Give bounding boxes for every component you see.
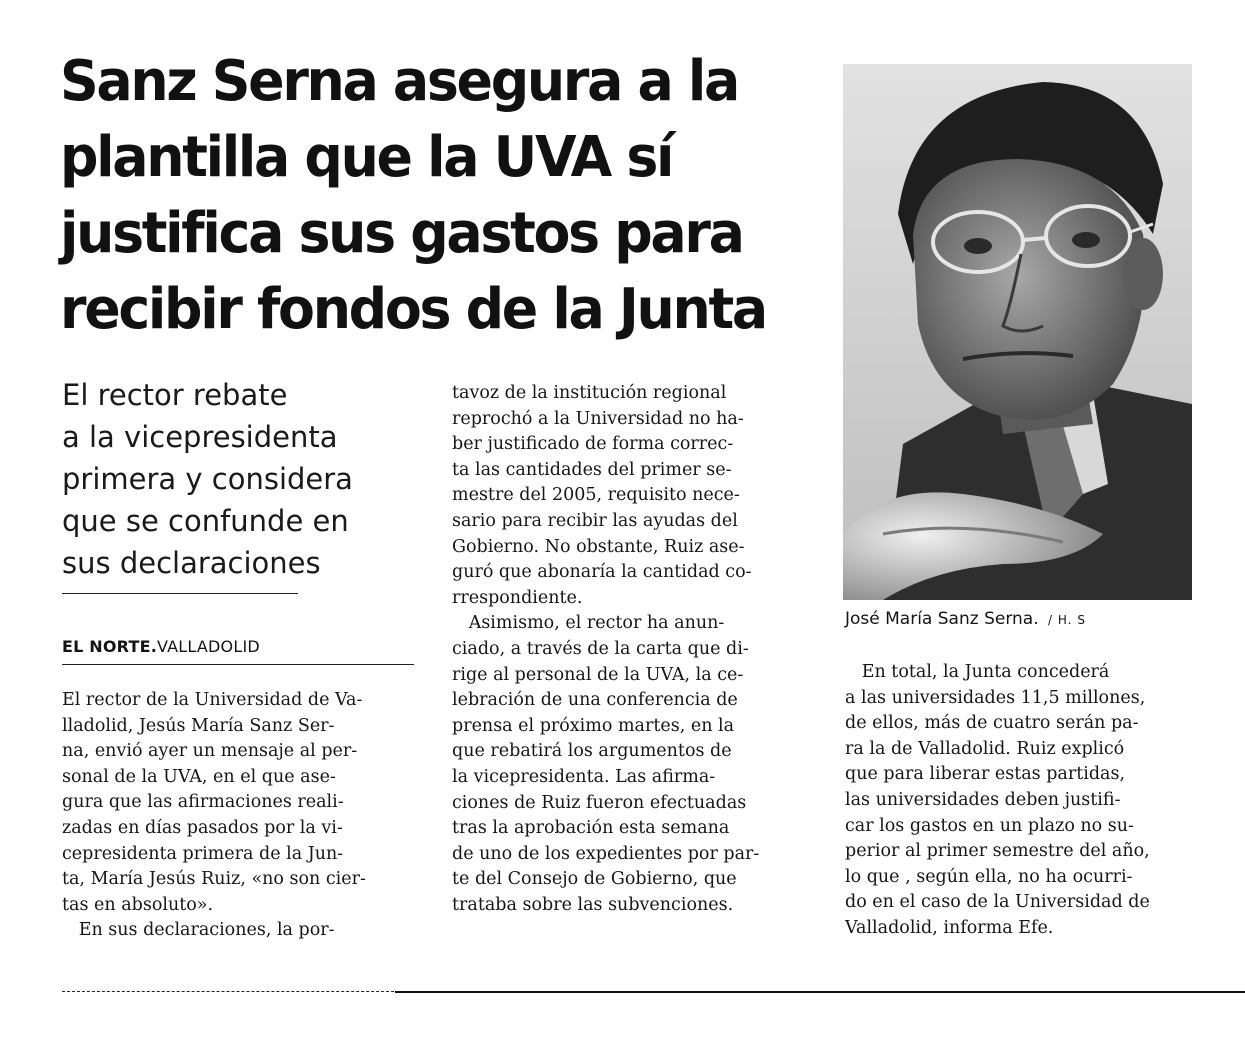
subheadline-line: a la vicepresidenta [62,420,338,454]
bottom-rule [395,991,1245,993]
body-line: En total, la Junta concederá [845,662,1110,682]
photo-credit: / H. S [1048,613,1086,627]
subheadline-line: que se confunde en [62,504,349,538]
body-line: lo que , según ella, no ha ocurri- [845,866,1133,887]
body-line: trataba sobre las subvenciones. [452,894,734,915]
subheadline-line: primera y considera [62,462,353,496]
body-line: sonal de la UVA, en el que ase- [62,766,336,787]
body-line: El rector de la Universidad de Va- [62,690,363,710]
body-line: cepresidenta primera de la Jun- [62,843,344,864]
byline-outlet: EL NORTE. [62,637,158,656]
body-line: lebración de una conferencia de [452,690,738,711]
body-column-1 [62,688,414,944]
body-line: sario para recibir las ayudas del [452,510,738,531]
subheadline-divider [62,593,298,594]
body-line: la vicepresidenta. Las afirma- [452,766,716,787]
body-line: Gobierno. No obstante, Ruiz ase- [452,536,745,557]
body-line: que para liberar estas partidas, [845,764,1126,785]
photo-caption [845,609,1086,629]
byline-divider [62,664,414,665]
headline-line: recibir fondos de la Junta [60,277,766,342]
body-line: do en el caso de la Universidad de [845,892,1150,913]
body-line: ta, María Jesús Ruiz, «no son cier- [62,869,366,890]
body-line: ra la de Valladolid. Ruiz explicó [845,738,1125,759]
body-line: car los gastos en un plazo no su- [845,815,1134,836]
body-line: mestre del 2005, requisito nece- [452,485,740,506]
body-line: de ellos, más de cuatro serán pa- [845,713,1139,734]
body-line: Valladolid, informa Efe. [845,917,1054,938]
bottom-rule-left [62,991,414,992]
body-line: las universidades deben justifi- [845,789,1121,810]
subheadline-line: sus declaraciones [62,546,321,580]
body-line: tavoz de la institución regional [452,383,727,403]
body-line: zadas en días pasados por la vi- [62,817,343,838]
body-line: perior al primer semestre del año, [845,841,1150,862]
portrait-photo [843,64,1192,600]
body-line: ciado, a través de la carta que di- [452,638,749,659]
body-line: tras la aprobación esta semana [452,818,730,839]
body-line: ta las cantidades del primer se- [452,459,732,480]
body-line: gura que las afirmaciones reali- [62,792,344,813]
body-line: te del Consejo de Gobierno, que [452,869,737,890]
body-line: na, envió ayer un mensaje al per- [62,741,358,762]
body-line: rige al personal de la UVA, la ce- [452,664,744,685]
body-line: lladolid, Jesús María Sanz Ser- [62,715,335,736]
body-column-3 [845,660,1205,942]
headline-line: justifica sus gastos para [60,201,743,266]
body-line: rrespondiente. [452,587,583,608]
body-line: que rebatirá los argumentos de [452,741,732,762]
portrait-illustration [843,64,1192,600]
subheadline [62,374,442,584]
subheadline-line: El rector rebate [62,378,288,412]
body-line: tas en absoluto». [62,894,214,915]
body-line: En sus declaraciones, la por- [62,920,335,941]
body-line: prensa el próximo martes, en la [452,715,735,736]
headline-line: plantilla que la UVA sí [60,125,673,190]
body-line: ciones de Ruiz fueron efectuadas [452,792,747,813]
body-line: reprochó a la Universidad no ha- [452,408,744,429]
headline [60,44,809,348]
body-line: Asimismo, el rector ha anun- [452,613,725,634]
byline [62,637,260,656]
body-line: de uno de los expedientes por par- [452,843,760,864]
caption-name: José María Sanz Serna. [845,609,1039,629]
body-line: a las universidades 11,5 millones, [845,687,1146,708]
body-column-2 [452,381,812,918]
byline-location: VALLADOLID [157,637,260,656]
body-line: guró que abonaría la cantidad co- [452,562,752,583]
headline-line: Sanz Serna asegura a la [60,49,738,114]
body-line: ber justificado de forma correc- [452,434,734,455]
